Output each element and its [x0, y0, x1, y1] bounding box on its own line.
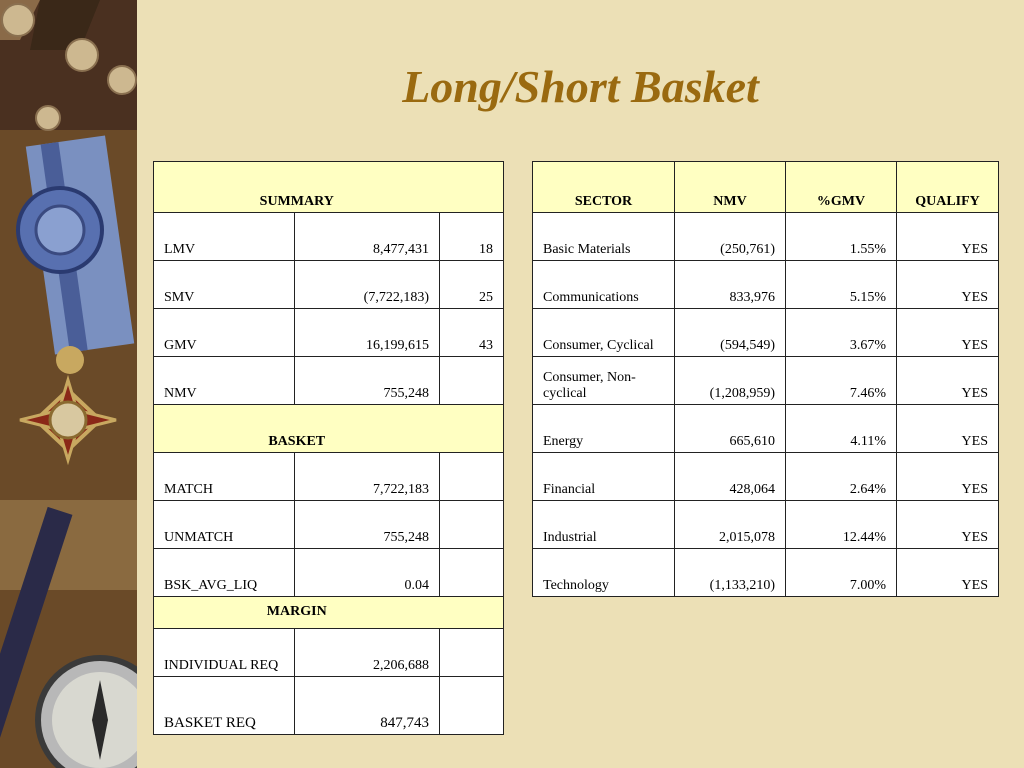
sector-nmv: 833,976 — [675, 261, 786, 309]
row-value: 847,743 — [295, 677, 440, 735]
margin-header: MARGIN — [154, 597, 440, 629]
row-count: 25 — [440, 261, 504, 309]
row-label: INDIVIDUAL REQ — [154, 629, 295, 677]
row-label: SMV — [154, 261, 295, 309]
row-count: 18 — [440, 213, 504, 261]
basket-header-row — [154, 405, 504, 453]
row-value: 0.04 — [295, 549, 440, 597]
row-value: (7,722,183) — [295, 261, 440, 309]
sector-header-row — [533, 162, 999, 213]
margin-header-blank — [440, 597, 504, 629]
table-row — [533, 453, 999, 501]
table-row — [154, 501, 504, 549]
slide-title: Long/Short Basket — [402, 61, 759, 112]
table-row — [533, 405, 999, 453]
row-label: NMV — [154, 357, 295, 405]
sector-gmv: 5.15% — [786, 261, 897, 309]
gmv-column-header: %GMV — [786, 162, 897, 213]
row-label: GMV — [154, 309, 295, 357]
decorative-collage-image — [0, 0, 137, 768]
sector-name: Financial — [533, 453, 675, 501]
row-label: BASKET REQ — [154, 677, 295, 735]
row-label: MATCH — [154, 453, 295, 501]
sector-name: Industrial — [533, 501, 675, 549]
summary-header-row — [154, 162, 504, 213]
table-row — [154, 309, 504, 357]
row-value: 7,722,183 — [295, 453, 440, 501]
row-count — [440, 357, 504, 405]
sector-gmv: 12.44% — [786, 501, 897, 549]
table-row — [154, 629, 504, 677]
table-row — [533, 309, 999, 357]
sector-nmv: (1,208,959) — [675, 357, 786, 405]
sector-name: Communications — [533, 261, 675, 309]
sector-gmv: 1.55% — [786, 213, 897, 261]
table-row — [533, 213, 999, 261]
row-label: UNMATCH — [154, 501, 295, 549]
sector-table — [532, 161, 999, 597]
row-blank — [440, 629, 504, 677]
sector-name: Consumer, Cyclical — [533, 309, 675, 357]
sector-qualify: YES — [897, 453, 999, 501]
basket-header-blank — [440, 405, 504, 453]
row-value: 755,248 — [295, 501, 440, 549]
row-count: 43 — [440, 309, 504, 357]
sector-qualify: YES — [897, 501, 999, 549]
sector-nmv: (594,549) — [675, 309, 786, 357]
qualify-column-header: QUALIFY — [897, 162, 999, 213]
sector-name: Basic Materials — [533, 213, 675, 261]
sector-nmv: 2,015,078 — [675, 501, 786, 549]
row-value: 8,477,431 — [295, 213, 440, 261]
sector-gmv: 7.00% — [786, 549, 897, 597]
table-row — [154, 677, 504, 735]
sector-qualify: YES — [897, 309, 999, 357]
summary-header-blank — [440, 162, 504, 213]
sector-gmv: 2.64% — [786, 453, 897, 501]
row-blank — [440, 549, 504, 597]
sector-qualify: YES — [897, 261, 999, 309]
sector-qualify: YES — [897, 213, 999, 261]
row-label: BSK_AVG_LIQ — [154, 549, 295, 597]
row-blank — [440, 453, 504, 501]
table-row — [533, 261, 999, 309]
table-row — [533, 549, 999, 597]
row-value: 16,199,615 — [295, 309, 440, 357]
basket-header: BASKET — [154, 405, 440, 453]
summary-table — [153, 161, 504, 735]
sector-column-header: SECTOR — [533, 162, 675, 213]
table-row — [154, 357, 504, 405]
margin-header-row — [154, 597, 504, 629]
row-value: 2,206,688 — [295, 629, 440, 677]
sector-nmv: (1,133,210) — [675, 549, 786, 597]
sector-nmv: (250,761) — [675, 213, 786, 261]
sector-name: Technology — [533, 549, 675, 597]
sector-qualify: YES — [897, 357, 999, 405]
table-row — [533, 501, 999, 549]
table-row — [154, 549, 504, 597]
sector-name: Energy — [533, 405, 675, 453]
sector-gmv: 4.11% — [786, 405, 897, 453]
sector-nmv: 428,064 — [675, 453, 786, 501]
summary-header: SUMMARY — [154, 162, 440, 213]
row-label: LMV — [154, 213, 295, 261]
table-row — [154, 261, 504, 309]
sector-name: Consumer, Non-cyclical — [533, 357, 675, 405]
sector-qualify: YES — [897, 549, 999, 597]
row-blank — [440, 677, 504, 735]
sector-gmv: 3.67% — [786, 309, 897, 357]
table-row — [154, 213, 504, 261]
sector-gmv: 7.46% — [786, 357, 897, 405]
row-value: 755,248 — [295, 357, 440, 405]
nmv-column-header: NMV — [675, 162, 786, 213]
sector-qualify: YES — [897, 405, 999, 453]
sector-nmv: 665,610 — [675, 405, 786, 453]
row-blank — [440, 501, 504, 549]
table-row — [533, 357, 999, 405]
table-row — [154, 453, 504, 501]
